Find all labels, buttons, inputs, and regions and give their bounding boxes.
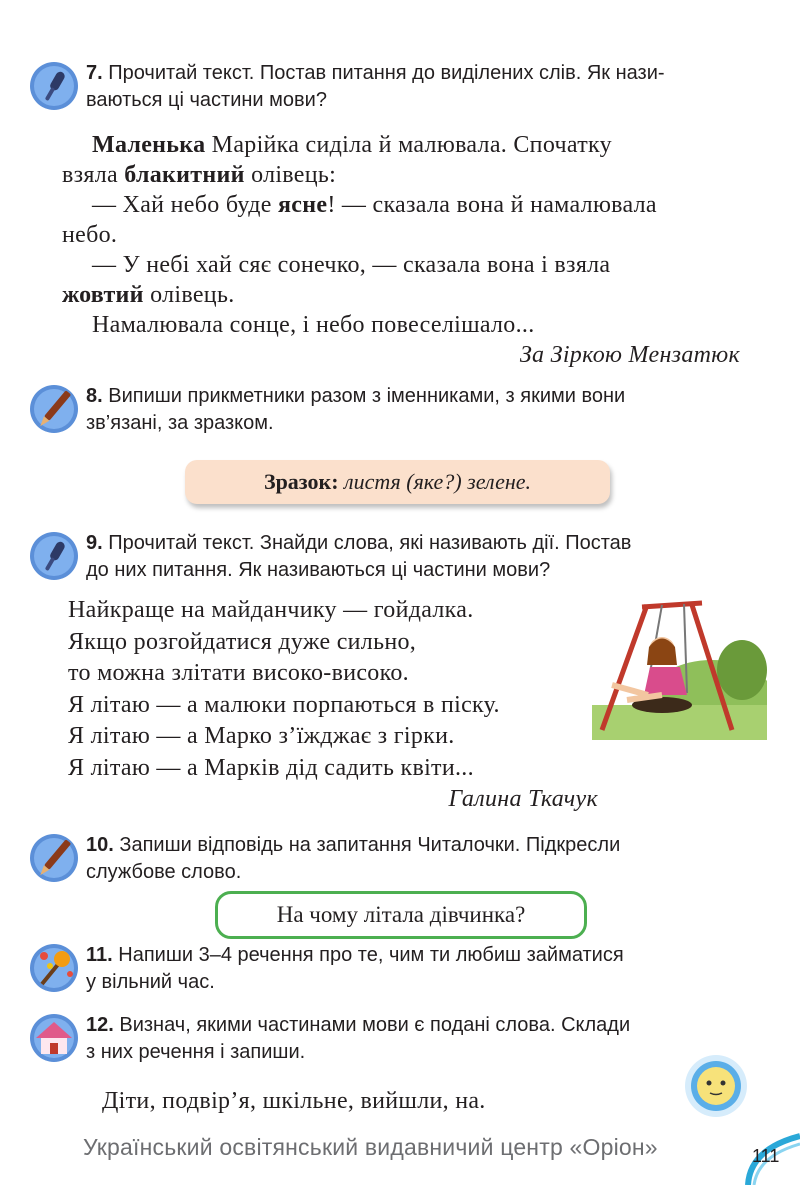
task-9-poem bbox=[68, 595, 598, 816]
author: За Зіркою Мензатюк bbox=[519, 342, 740, 368]
reading-paragraph: жовтий олівець. bbox=[62, 282, 235, 308]
poem-line: то можна злітати високо-високо. bbox=[68, 660, 409, 686]
task-number: 7. bbox=[86, 62, 103, 84]
task-12-words: Діти, подвір’я, шкільне, вийшли, на. bbox=[102, 1088, 486, 1114]
poem-line: Я літаю — а малюки порпаються в піску. bbox=[68, 691, 500, 718]
task-11-instruction: 11. Напиши 3–4 речення про те, чим ти любиш займатися у вільний час. bbox=[86, 944, 624, 993]
poem-line: Найкраще на майданчику — гойдалка. bbox=[68, 597, 474, 623]
task-10 bbox=[28, 832, 748, 892]
task-12 bbox=[28, 1012, 748, 1072]
task-12-instruction: 12. Визнач, якими частинами мови є подані слова. Склади з них речення і запиши. bbox=[86, 1014, 631, 1063]
task-8-instruction: 8. Випиши прикметники разом з іменниками, з якими вони зв’язані, за зразком. bbox=[86, 385, 626, 434]
sample-box bbox=[185, 460, 610, 504]
task-number: 10. bbox=[86, 834, 114, 856]
task-number: 8. bbox=[86, 385, 103, 407]
sample-text: листя (яке?) зелене. bbox=[344, 469, 532, 494]
reading-paragraph: — У небі хай сяє сонечко, — сказала вона і взяла bbox=[92, 252, 611, 278]
task-10-instruction: 10. Запиши відповідь на запитання Читалочки. Підкресли службове слово. bbox=[86, 834, 621, 883]
page-number: 111 bbox=[752, 1146, 780, 1166]
reading-paragraph: Маленька Марійка сиділа й малювала. Спочатку bbox=[92, 132, 612, 158]
swing-illustration bbox=[592, 595, 767, 740]
magic-wand-icon bbox=[28, 942, 80, 994]
task-number: 9. bbox=[86, 532, 103, 554]
publisher-footer: Український освітянський видавничий центр «Оріон» bbox=[83, 1134, 658, 1160]
microphone-icon bbox=[28, 60, 80, 112]
task-11 bbox=[28, 942, 748, 1002]
task-number: 11. bbox=[86, 944, 113, 966]
task-7 bbox=[28, 60, 748, 130]
poem-line: Якщо розгойдатися дуже сильно, bbox=[68, 628, 417, 655]
reading-paragraph: небо. bbox=[62, 222, 118, 248]
pen-icon bbox=[28, 383, 80, 435]
pen-icon bbox=[28, 832, 80, 884]
microphone-icon bbox=[28, 530, 80, 582]
task-7-instruction: 7. Прочитай текст. Постав питання до виділених слів. Як нази- ваються ці частини мови? bbox=[86, 62, 665, 111]
reading-paragraph: — Хай небо буде ясне! — сказала вона й намалювала bbox=[92, 192, 657, 218]
poem-line: Я літаю — а Марків дід садить квіти... bbox=[68, 754, 474, 781]
author: Галина Ткачук bbox=[448, 786, 598, 812]
task-9 bbox=[28, 530, 748, 590]
task-number: 12. bbox=[86, 1014, 114, 1036]
reading-paragraph: взяла блакитний олівець: bbox=[62, 162, 337, 188]
task-7-reading bbox=[62, 130, 740, 370]
task-8 bbox=[28, 383, 748, 443]
house-icon bbox=[28, 1012, 80, 1064]
reading-paragraph: Намалювала сонце, і небо повеселішало... bbox=[92, 312, 535, 338]
sample-label: Зразок: bbox=[263, 469, 339, 494]
task-9-instruction: 9. Прочитай текст. Знайди слова, які називають дії. Постав до них питання. Як називаються ці частини мови? bbox=[86, 532, 632, 581]
question-box: На чому літала дівчинка? bbox=[215, 891, 587, 939]
smiley-icon bbox=[684, 1054, 748, 1118]
poem-line: Я літаю — а Марко з’їжджає з гірки. bbox=[68, 723, 455, 749]
